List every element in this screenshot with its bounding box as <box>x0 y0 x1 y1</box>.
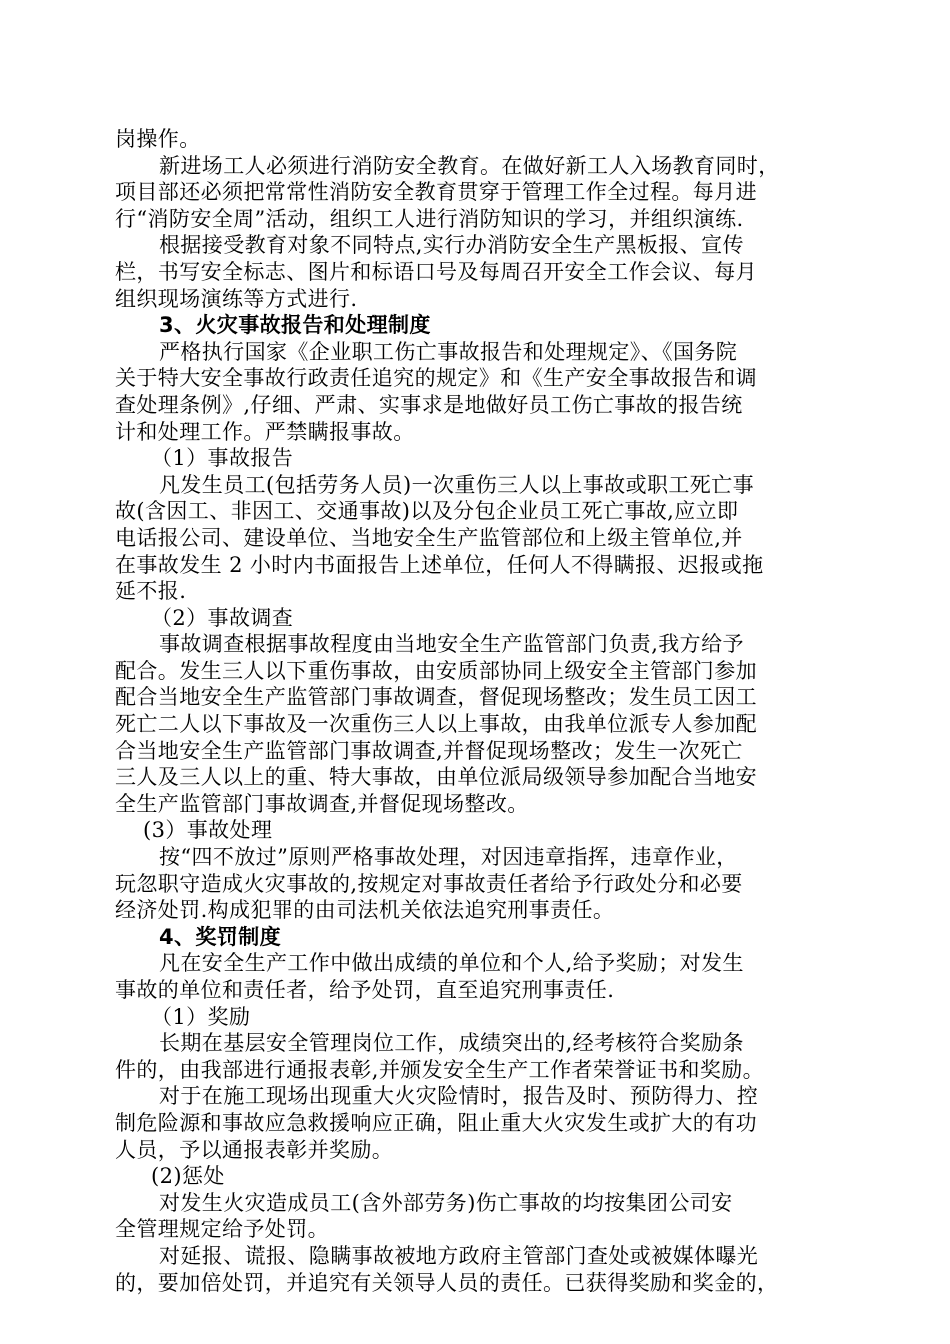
text-line: （1）事故报告 <box>151 446 294 471</box>
text-line: 对于在施工现场出现重大火灾险情时，报告及时、预防得力、控 <box>159 1084 759 1109</box>
text-line: 凡在安全生产工作中做出成绩的单位和个人,给予奖励；对发生 <box>159 951 744 976</box>
text-line: 事故调查根据事故程度由当地安全生产监管部门负责,我方给予 <box>159 632 744 657</box>
text-line: 故(含因工、非因工、交通事故)以及分包企业员工死亡事故,应立即 <box>115 499 739 524</box>
text-line: 栏，书写安全标志、图片和标语口号及每周召开安全工作会议、每月 <box>115 259 757 284</box>
text-line: 在事故发生 2 小时内书面报告上述单位，任何人不得瞒报、迟报或拖 <box>115 552 764 577</box>
text-line: 电话报公司、建设单位、当地安全生产监管部位和上级主管单位,并 <box>115 525 743 550</box>
text-line: （2）事故调查 <box>151 605 294 630</box>
text-line: 件的，由我部进行通报表彰,并颁发安全生产工作者荣誉证书和奖励。 <box>115 1057 765 1082</box>
document-page <box>115 126 840 1296</box>
text-line: 死亡二人以下事故及一次重伤三人以上事故，由我单位派专人参加配 <box>115 712 757 737</box>
text-line: 全管理规定给予处罚。 <box>115 1217 329 1242</box>
text-line: 三人及三人以上的重、特大事故，由单位派局级领导参加配合当地安 <box>115 765 757 790</box>
text-line: 配合当地安全生产监管部门事故调查，督促现场整改；发生员工因工 <box>115 685 757 710</box>
text-line: 配合。发生三人以下重伤事故，由安质部协同上级安全主管部门参加 <box>115 658 757 683</box>
text-line: 制危险源和事故应急救援响应正确，阻止重大火灾发生或扩大的有功 <box>115 1110 757 1135</box>
text-line: 对发生火灾造成员工(含外部劳务)伤亡事故的均按集团公司安 <box>159 1190 733 1215</box>
text-line: 严格执行国家《企业职工伤亡事故报告和处理规定》、《国务院 <box>159 339 738 364</box>
text-line: 长期在基层安全管理岗位工作，成绩突出的,经考核符合奖励条 <box>159 1031 744 1056</box>
text-line: 对延报、谎报、隐瞒事故被地方政府主管部门查处或被媒体曝光 <box>159 1243 759 1268</box>
text-line: (3）事故处理 <box>143 818 273 843</box>
text-line: 合当地安全生产监管部门事故调查,并督促现场整改；发生一次死亡 <box>115 738 743 763</box>
text-line: 查处理条例》,仔细、严肃、实事求是地做好员工伤亡事故的报告统 <box>115 392 743 417</box>
text-line: 的，要加倍处罚，并追究有关领导人员的责任。已获得奖励和奖金的， <box>115 1270 779 1295</box>
text-line: 组织现场演练等方式进行. <box>115 286 358 311</box>
text-line: （1）奖励 <box>151 1004 251 1029</box>
text-line: 关于特大安全事故行政责任追究的规定》和《生产安全事故报告和调 <box>115 366 757 391</box>
text-line: 行“消防安全周”活动，组织工人进行消防知识的学习，并组织演练. <box>115 206 744 231</box>
text-line: (2)惩处 <box>151 1164 225 1189</box>
text-line: 玩忽职守造成火灾事故的,按规定对事故责任者给予行政处分和必要 <box>115 871 743 896</box>
text-line: 人员，予以通报表彰并奖励。 <box>115 1137 394 1162</box>
text-line: 按“四不放过”原则严格事故处理，对因违章指挥，违章作业， <box>159 845 738 870</box>
text-line: 事故的单位和责任者，给予处罚，直至追究刑事责任. <box>115 978 615 1002</box>
text-line: 新进场工人必须进行消防安全教育。在做好新工人入场教育同时， <box>159 153 780 178</box>
text-line: 凡发生员工(包括劳务人员)一次重伤三人以上事故或职工死亡事 <box>159 472 754 497</box>
text-line: 岗操作。 <box>115 127 201 151</box>
section-heading: 4、奖罚制度 <box>159 924 282 949</box>
text-line: 计和处理工作。严禁瞒报事故。 <box>115 419 415 444</box>
text-line: 经济处罚.构成犯罪的由司法机关依法追究刑事责任。 <box>115 898 615 923</box>
text-line: 根据接受教育对象不同特点,实行办消防安全生产黑板报、宣传 <box>159 233 744 258</box>
text-line: 全生产监管部门事故调查,并督促现场整改。 <box>115 791 529 816</box>
text-line: 延不报. <box>115 579 187 604</box>
section-heading: 3、火灾事故报告和处理制度 <box>159 313 431 338</box>
text-line: 项目部还必须把常常性消防安全教育贯穿于管理工作全过程。每月进 <box>115 180 757 205</box>
